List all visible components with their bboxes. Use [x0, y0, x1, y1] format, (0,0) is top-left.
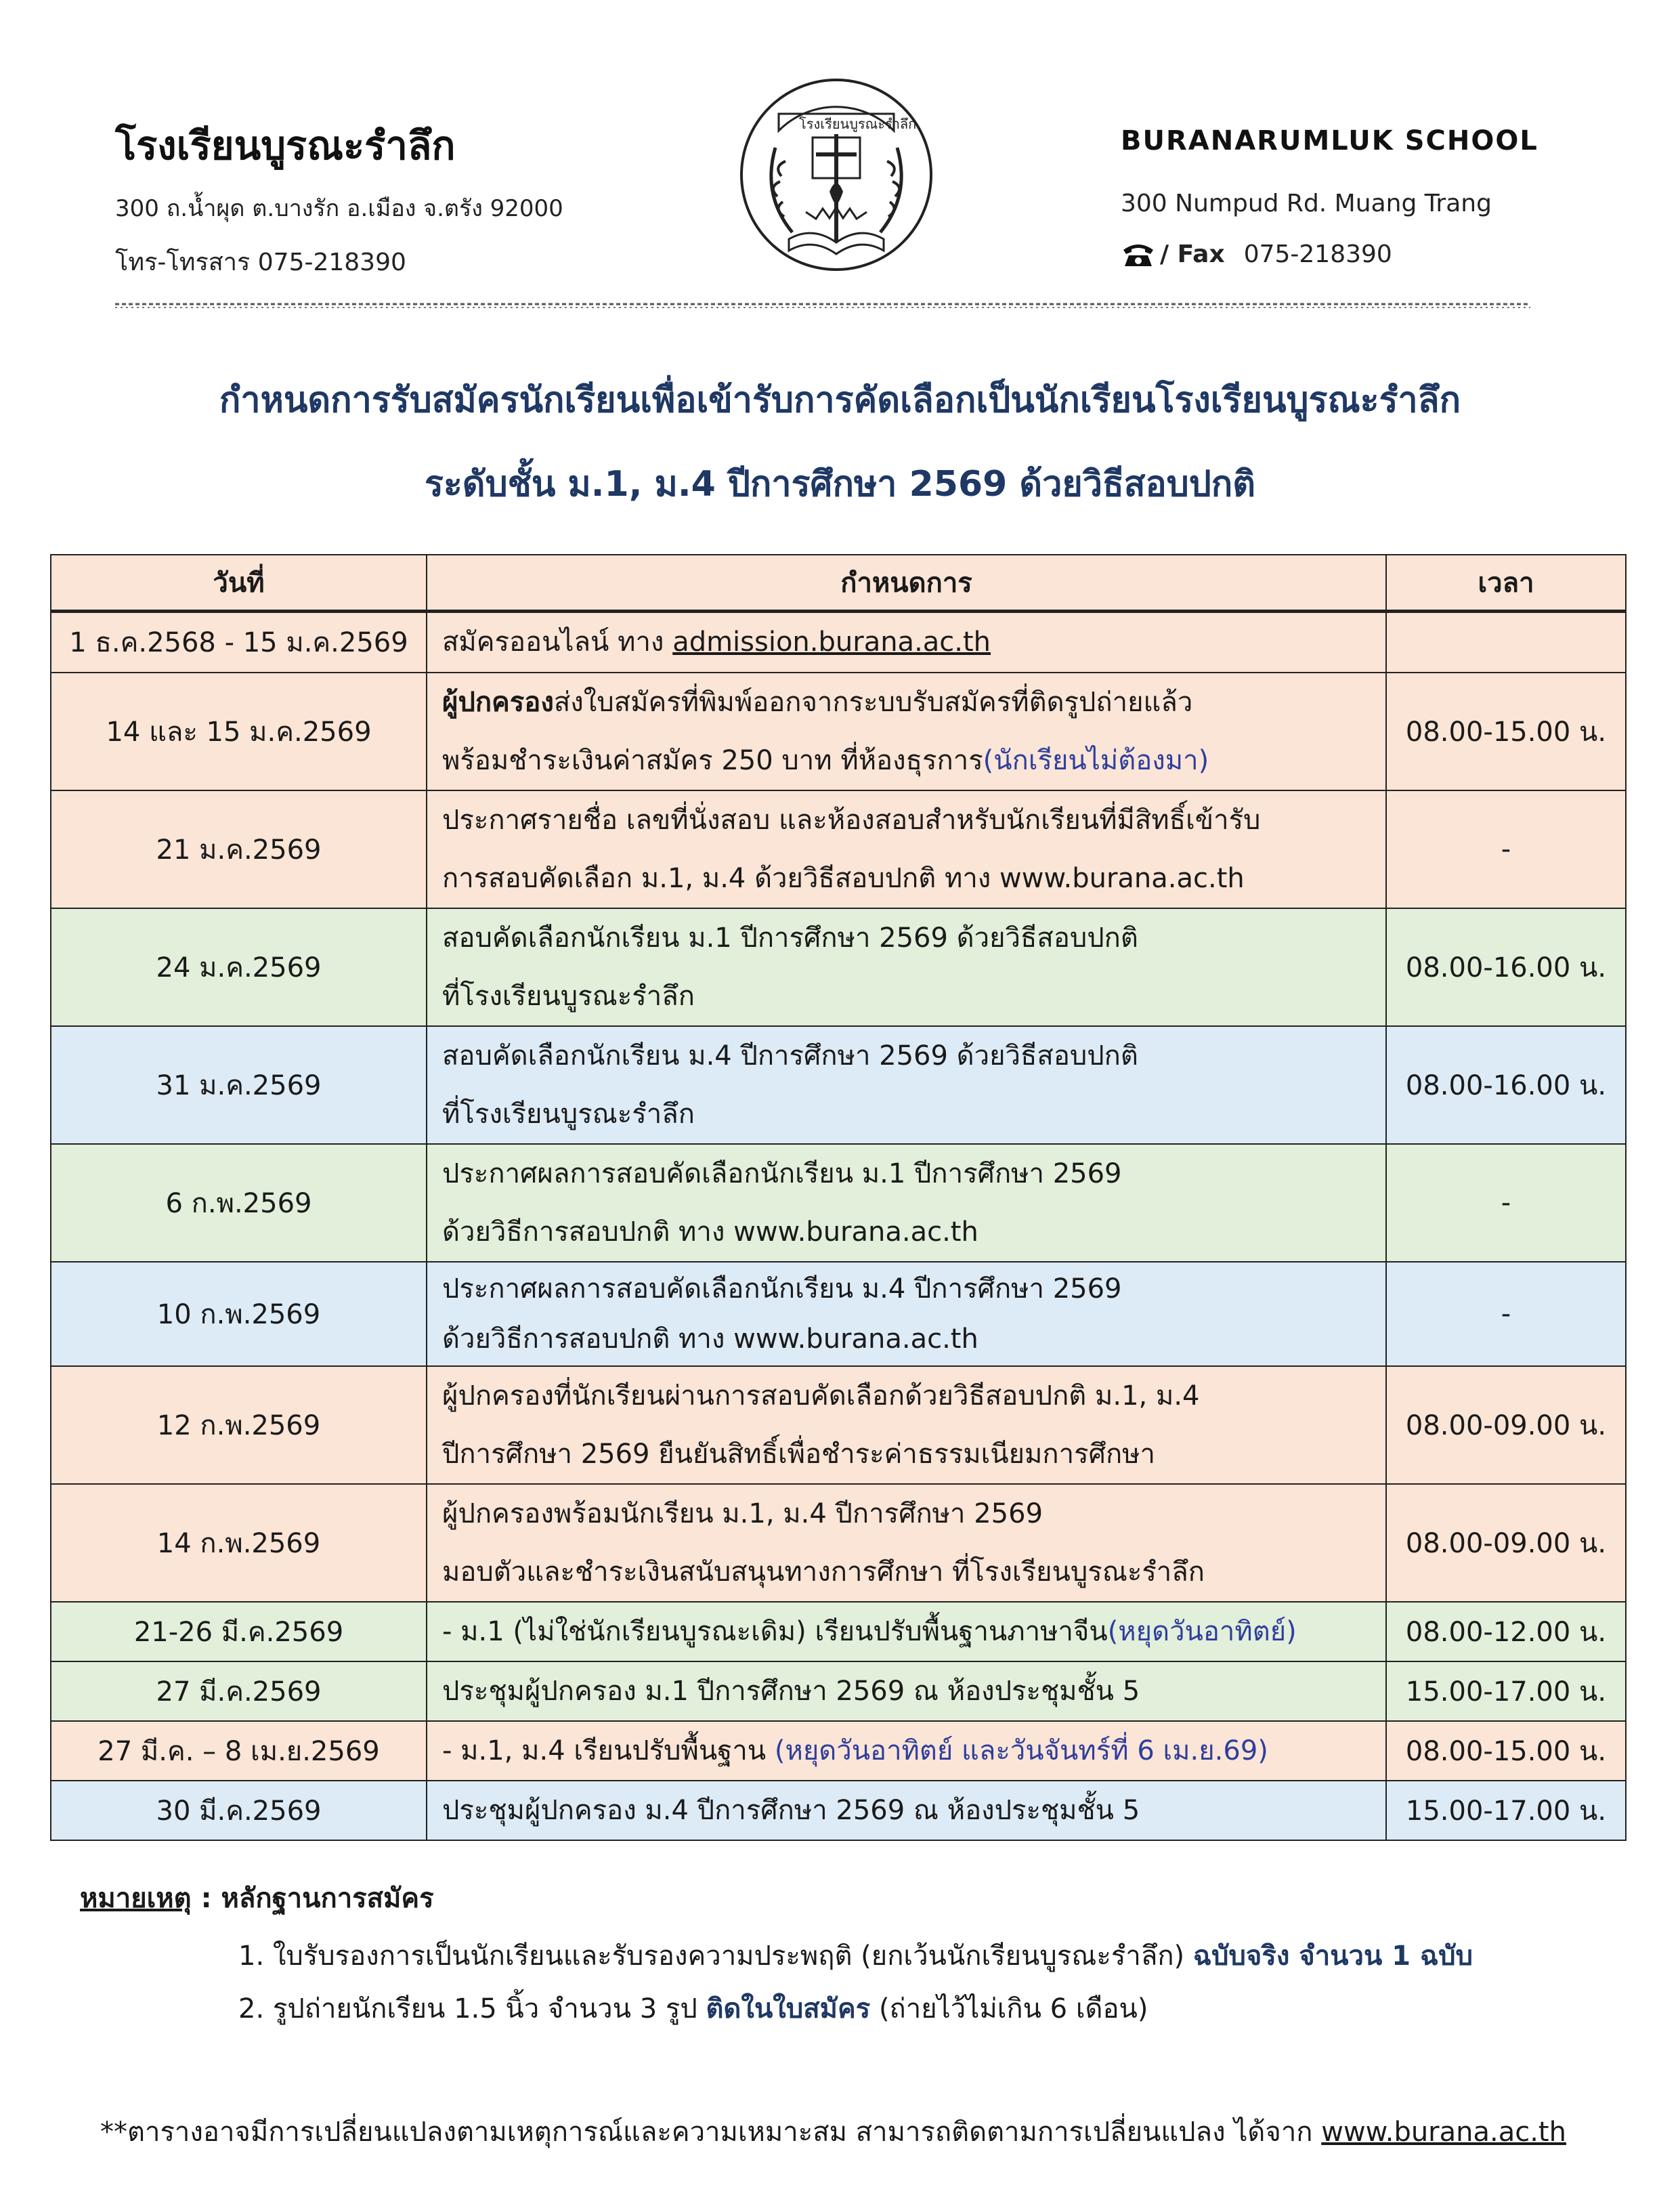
document-title: กำหนดการรับสมัครนักเรียนเพื่อเข้ารับการคัดเลือกเป็นนักเรียนโรงเรียนบูรณะรำลึก [219, 380, 1461, 421]
row-time: 08.00-16.00 น. [1386, 1026, 1626, 1144]
row-date: 30 มี.ค.2569 [51, 1781, 427, 1840]
row-date: 24 ม.ค.2569 [51, 908, 427, 1026]
row-task: ประชุมผู้ปกครอง ม.4 ปีการศึกษา 2569 ณ ห้องประชุมชั้น 5 [427, 1781, 1386, 1840]
table-row [51, 1484, 1626, 1602]
table-header-row [51, 555, 1626, 612]
document-subtitle: ระดับชั้น ม.1, ม.4 ปีการศึกษา 2569 ด้วยวิธีสอบปกติ [424, 464, 1256, 505]
row-date: 10 ก.พ.2569 [51, 1262, 427, 1366]
notes-heading: หมายเหตุ : หลักฐานการสมัคร [80, 1883, 434, 1914]
row-time: 15.00-17.00 น. [1386, 1661, 1626, 1721]
tel-fax-th: โทร-โทรสาร 075-218390 [115, 249, 406, 276]
address-th: 300 ถ.น้ำผุด ต.บางรัก อ.เมือง จ.ตรัง 92000 [115, 195, 563, 222]
row-date: 27 มี.ค. – 8 เม.ย.2569 [51, 1721, 427, 1781]
header-schedule: กำหนดการ [427, 555, 1386, 612]
fax-label: / Fax [1160, 240, 1225, 268]
note-item: 2. รูปถ่ายนักเรียน 1.5 นิ้ว จำนวน 3 รูป ติดในใบสมัคร (ถ่ายไว้ไม่เกิน 6 เดือน) [238, 1993, 1148, 2024]
table-row [51, 1781, 1626, 1840]
row-time: - [1386, 790, 1626, 908]
row-task: ผู้ปกครองพร้อมนักเรียน ม.1, ม.4 ปีการศึกษา 2569 มอบตัวและชำระเงินสนับสนุนทางการศึกษา ที่โรงเรียนบูรณะรำลึก [427, 1484, 1386, 1602]
row-time: 08.00-16.00 น. [1386, 908, 1626, 1026]
row-task: ผู้ปกครองที่นักเรียนผ่านการสอบคัดเลือกด้วยวิธีสอบปกติ ม.1, ม.4 ปีการศึกษา 2569 ยืนยันสิทธิ์เพื่อชำระค่าธรรมเนียมการศึกษา [427, 1366, 1386, 1484]
row-task: ประชุมผู้ปกครอง ม.1 ปีการศึกษา 2569 ณ ห้องประชุมชั้น 5 [427, 1661, 1386, 1721]
row-task: - ม.1, ม.4 เรียนปรับพื้นฐาน (หยุดวันอาทิตย์ และวันจันทร์ที่ 6 เม.ย.69) [427, 1721, 1386, 1781]
table-row [51, 1144, 1626, 1262]
table-row [51, 612, 1626, 673]
website-link[interactable]: www.burana.ac.th [1321, 2117, 1566, 2148]
row-date: 1 ธ.ค.2568 - 15 ม.ค.2569 [51, 612, 427, 673]
header-divider [115, 301, 1530, 310]
table-row [51, 1026, 1626, 1144]
table-row [51, 908, 1626, 1026]
row-date: 21 ม.ค.2569 [51, 790, 427, 908]
table-row [51, 1262, 1626, 1366]
admission-link[interactable]: admission.burana.ac.th [672, 627, 991, 658]
school-name-en: BURANARUMLUK SCHOOL [1121, 125, 1538, 156]
row-date: 12 ก.พ.2569 [51, 1366, 427, 1484]
row-date: 14 ก.พ.2569 [51, 1484, 427, 1602]
schedule-table [50, 554, 1627, 1841]
row-time: - [1386, 1262, 1626, 1366]
row-task: สอบคัดเลือกนักเรียน ม.4 ปีการศึกษา 2569 ด้วยวิธีสอบปกติ ที่โรงเรียนบูรณะรำลึก [427, 1026, 1386, 1144]
row-date: 27 มี.ค.2569 [51, 1661, 427, 1721]
note-item: 1. ใบรับรองการเป็นนักเรียนและรับรองความประพฤติ (ยกเว้นนักเรียนบูรณะรำลึก) ฉบับจริง จำนวน 1 ฉบับ [238, 1940, 1473, 1972]
row-task: - ม.1 (ไม่ใช่นักเรียนบูรณะเดิม) เรียนปรับพื้นฐานภาษาจีน(หยุดวันอาทิตย์) [427, 1602, 1386, 1661]
fax-number: 075-218390 [1243, 240, 1392, 268]
row-time [1386, 612, 1626, 673]
row-time: 08.00-09.00 น. [1386, 1484, 1626, 1602]
row-time: 08.00-12.00 น. [1386, 1602, 1626, 1661]
school-name-th: โรงเรียนบูรณะรำลึก [115, 123, 456, 169]
header-date: วันที่ [51, 555, 427, 612]
row-time: 08.00-09.00 น. [1386, 1366, 1626, 1484]
footer-note: **ตารางอาจมีการเปลี่ยนแปลงตามเหตุการณ์และความเหมาะสม สามารถติดตามการเปลี่ยนแปลง ได้จาก www.burana.ac.th [100, 2117, 1566, 2148]
row-task: ประกาศรายชื่อ เลขที่นั่งสอบ และห้องสอบสำหรับนักเรียนที่มีสิทธิ์เข้ารับ การสอบคัดเลือก ม.1, ม.4 ด้วยวิธีสอบปกติ ทาง www.burana.ac.th [427, 790, 1386, 908]
row-date: 21-26 มี.ค.2569 [51, 1602, 427, 1661]
table-row [51, 790, 1626, 908]
telephone-icon [1121, 242, 1156, 268]
table-row [51, 1721, 1626, 1781]
table-row [51, 1366, 1626, 1484]
school-logo [738, 73, 934, 276]
row-time: 08.00-15.00 น. [1386, 1721, 1626, 1781]
address-en: 300 Numpud Rd. Muang Trang [1121, 190, 1492, 217]
table-row [51, 1602, 1626, 1661]
row-date: 6 ก.พ.2569 [51, 1144, 427, 1262]
row-task: ประกาศผลการสอบคัดเลือกนักเรียน ม.4 ปีการศึกษา 2569 ด้วยวิธีการสอบปกติ ทาง www.burana.ac.th [427, 1262, 1386, 1366]
row-time: - [1386, 1144, 1626, 1262]
header-time: เวลา [1386, 555, 1626, 612]
row-date: 14 และ 15 ม.ค.2569 [51, 673, 427, 790]
row-date: 31 ม.ค.2569 [51, 1026, 427, 1144]
table-row [51, 1661, 1626, 1721]
row-task: สอบคัดเลือกนักเรียน ม.1 ปีการศึกษา 2569 ด้วยวิธีสอบปกติ ที่โรงเรียนบูรณะรำลึก [427, 908, 1386, 1026]
logo-text: โรงเรียนบูรณะรำลึก [799, 116, 917, 132]
row-task: สมัครออนไลน์ ทาง admission.burana.ac.th [427, 612, 1386, 673]
table-row [51, 673, 1626, 790]
row-time: 15.00-17.00 น. [1386, 1781, 1626, 1840]
row-task: ผู้ปกครองส่งใบสมัครที่พิมพ์ออกจากระบบรับสมัครที่ติดรูปถ่ายแล้ว พร้อมชำระเงินค่าสมัคร 250 บาท ที่ห้องธุรการ(นักเรียนไม่ต้องมา) [427, 673, 1386, 790]
row-task: ประกาศผลการสอบคัดเลือกนักเรียน ม.1 ปีการศึกษา 2569 ด้วยวิธีการสอบปกติ ทาง www.burana.ac.th [427, 1144, 1386, 1262]
row-time: 08.00-15.00 น. [1386, 673, 1626, 790]
tel-fax-en [1121, 240, 1392, 268]
